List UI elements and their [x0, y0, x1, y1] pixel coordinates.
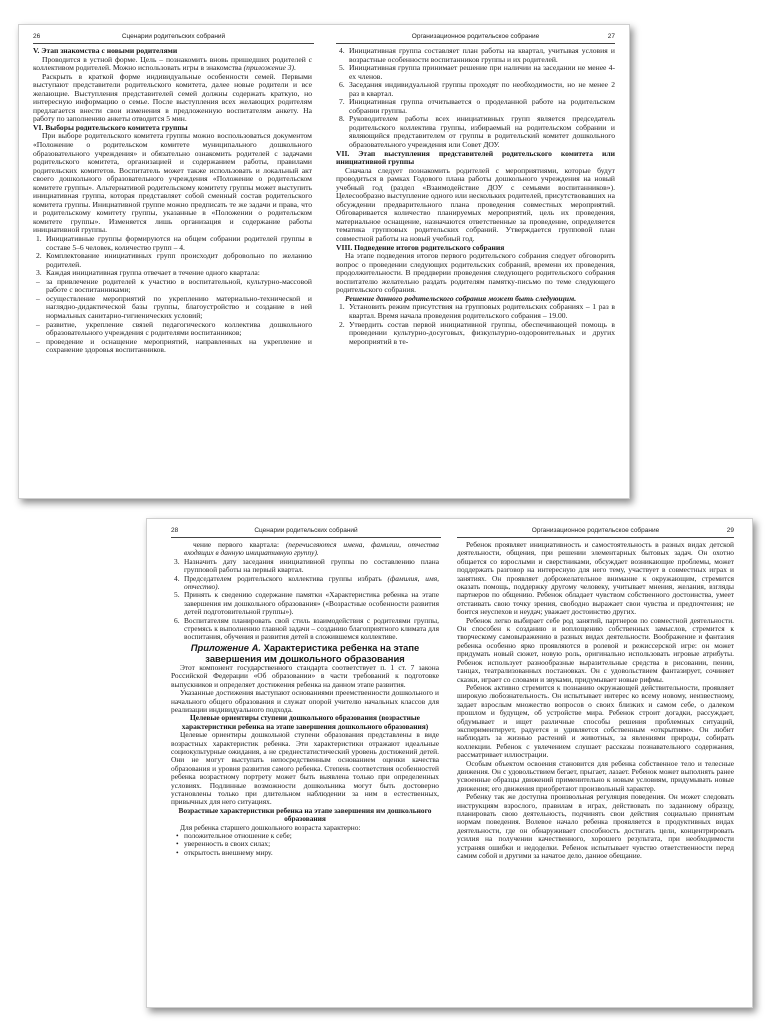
list-item: 1. Установить режим присутствия на групповых родительских собраниях – 1 раз в квартал. Время начала проведения родительского собрания – 19.00.: [339, 302, 615, 320]
list-item: 8. Руководителем работы всех инициативных групп является председатель родительского коллектива группы, избираемый на родительском собрании и являющийся представителем от группы в родительский комитет дошкольного образовательного учреждения или Совет ДОУ.: [339, 114, 615, 150]
numbered-list: [171, 558, 439, 642]
dash-list: [33, 278, 312, 355]
paragraph-emphasis: Решение данного родительского собрания может быть следующим.: [345, 293, 577, 303]
list-item: 3. Каждая инициативная группа отвечает в течение одного квартала:: [36, 268, 260, 278]
list-item: 7. Инициативная группа отчитывается о проделанной работе на родительском собрании группы.: [339, 97, 615, 115]
paragraph: Для ребенка старшего дошкольного возраста характерно:: [180, 822, 361, 832]
list-item: 4. Председателем родительского коллектива группы избрать (фамилия, имя, отчество).: [174, 573, 439, 592]
list-item: 6. Воспитателям планировать свой стиль взаимодействия с родителями группы, стремясь к выполнению главной задачи – созданию благоприятного климата для воспитания, обучения и развития детей в сложившемся коллективе.: [174, 615, 439, 642]
list-item: – осуществление мероприятий по укреплению материально-технической и наглядно-дидактической базы группы, благоустройство и создание в ней нормальных санитарно-гигиенических условий;: [36, 293, 312, 320]
appendix-title: Приложение А. Характеристика ребенка на этапе завершения им дошкольного образования: [190, 641, 420, 664]
page-28: [147, 519, 449, 1007]
paragraph: Ребенку так же доступна произвольная регуляция поведения. Он может следовать инструкциям взрослого, правилам в играх, действовать по заданному образцу, планировать свою деятельность, подчинять свои действия социально принятым нормам поведения. Волевое начало ребенка проявляется в продуктивных видах деятельности, где он обнаруживает способность достигать цели, концентрировать усилия на получении качественного, хорошего результата, при необходимости устраняя ошибки и недоделки. Ребенок испытывает чувство ответственности перед самим собой и другими за начатое дело, данное обещание.: [457, 792, 734, 861]
paragraph: Целевые ориентиры дошкольной ступени образования представлены в виде возрастных характеристик ребенка. Эти характеристики отражают идеальные социокультурные ожидания, а не среднестатистический уровень достижений детей. Они не могут выступать непосредственным основанием оценки качества образования и уровня развития самого ребенка. Степень соответствия особенностей ребенка возрастному портрету может быть выявлена только при определенных условиях. Подлинные возможности дошкольника могут быть достоверно установлены только при длительном наблюдении за ним в естественных, привычных для него ситуациях.: [171, 730, 439, 807]
section-heading: VIII. Подведение итогов родительского собрания: [336, 242, 505, 252]
page-body: [171, 541, 439, 857]
book-spread-top: [18, 24, 630, 499]
numbered-list: [336, 47, 615, 150]
page-body: [33, 47, 312, 355]
list-item: 1. Инициативные группы формируются на общем собрании родителей группы в составе 5–6 человек, количество групп – 4.: [36, 234, 312, 252]
section-heading: VI. Выборы родительского комитета группы: [33, 122, 188, 132]
subheading: Целевые ориентиры ступени дошкольного образования (возрастные характеристики ребенка на этапе завершения дошкольного образования): [181, 713, 429, 731]
page-body: [457, 541, 734, 860]
header-title: Сценарии родительских собраний: [254, 527, 358, 534]
list-item-continuation: чение первого квартала: (перечисляются имена, фамилии, отчества входящих в данную инициативную группу).: [184, 540, 439, 558]
paragraph: Ребенок активно стремится к познанию окружающей действительности, проявляет широкую любознательность. Он испытывает интерес ко всему новому, неизвестному, задает взрослым множество вопросов о своих близких и самом себе, о далеком прошлом и будущем, об устройстве мира. Ребенок строит догадки, рассуждает, обдумывает и ищет различные способы решения проблемных ситуаций, экспериментирует, радуется и удивляется собственным «открытиям». Он любит наблюдать за жизнью растений и животных, за явлениями природы, собирать коллекции. Ребенок с увлечением слушает рассказы познавательного содержания, рассматривает иллюстрации.: [457, 682, 734, 760]
numbered-list: [336, 303, 615, 346]
page-number: 27: [607, 33, 615, 40]
paragraph: Ребенок проявляет инициативность и самостоятельность в разных видах детской деятельности, общения, при решении элементарных бытовых задач. Он охотно общается со взрослыми и сверстниками, обсуждает возникающие проблемы, может поддержать разговор на интересную для него тему, участвует в совместных играх и занятиях. Он проявляет доброжелательное внимание к окружающим, стремится оказать помощь, поддержку другому человеку, учитывает мнения, желания, взгляды партнеров по общению. Ребенок обладает чувством собственного достоинства, умеет отстаивать свою точку зрения, свободно выражает свои чувства и предпочтения; не боится неуспехов и неудач; уважает достоинство других.: [457, 540, 734, 617]
page-26: [19, 25, 324, 498]
list-item: • открытость внешнему миру.: [176, 847, 273, 857]
numbered-list: [33, 235, 312, 278]
paragraph: Особым объектом освоения становится для ребенка собственное тело и телесные движения. Он с удовольствием бегает, прыгает, лазает. Ребенок может выполнять ранее усвоенные образцы движений применительно к новым условиям, придумывать новые движения; его движения приобретают произвольный характер.: [457, 758, 734, 793]
list-item: 4. Инициативная группа составляет план работы на квартал, учитывая условия и возрастные особенности воспитанников группы и их родителей.: [339, 46, 615, 64]
list-item: – проведение и оснащение мероприятий, направленных на укрепление и сохранение здоровья воспитанников.: [36, 336, 312, 355]
paragraph: Указанные достижения выступают основаниями преемственности дошкольного и начального общего образования и служат опорой учителю начальных классов для реализации индивидуального подхода.: [171, 688, 439, 714]
paragraph: Ребенок легко выбирает себе род занятий, партнеров по совместной деятельности. Он способен к созданию и воплощению собственных замыслов, стремится к творческому самовыражению в разных видах деятельности. Воображение и фантазия ребенка особенно ярко проявляются в ролевой и режиссерской игре: он может придумать новый сюжет, новую роль, оригинально использовать игровые атрибуты. Ребенок использует разнообразные выразительные средства в рисовании, пении, танцах, театрализованных постановках. Он с удовольствием фантазирует, сочиняет сказки, играет со словами и звуками, придумывает новые рифмы.: [457, 615, 734, 684]
page-body: [336, 47, 615, 346]
list-item: • положительное отношение к себе;: [176, 831, 292, 840]
list-item: – развитие, укрепление связей педагогического коллектива дошкольного образовательного учреждения с родителями воспитанников;: [36, 319, 312, 338]
page-number: 28: [171, 527, 179, 534]
running-header: [171, 527, 441, 538]
paragraph: Проводится в устной форме. Цель – познакомить вновь пришедших родителей с коллективом родителей. Можно использовать игры в знакомства (приложение 3).: [33, 54, 312, 73]
paragraph: На этапе подведения итогов первого родительского собрания следует обговорить вопрос о проведении следующих родительских собраний, времени их проведения, продолжительности. В преддверии проведения следующего родительского собрания воспитателю желательно раздать родителям памятку-письмо по теме следующего родительского собрания.: [336, 251, 615, 295]
header-title: Сценарии родительских собраний: [121, 33, 226, 40]
section-heading: V. Этап знакомства с новыми родителями: [33, 46, 178, 55]
list-item: 2. Комплектование инициативных групп происходит добровольно по желанию родителей.: [36, 251, 312, 269]
list-item: – за привлечение родителей к участию в воспитательной, культурно-массовой работе с воспитанниками;: [36, 276, 312, 295]
page-27: [324, 25, 629, 498]
page-number: 26: [33, 33, 41, 40]
paragraph: При выборе родительского комитета группы можно воспользоваться документом «Положение о родительском комитете муниципального дошкольного образовательного учреждения» и обязательно ознакомить родителей с задачами родительского комитета, организацией и содержанием работы, правилами родительских комитетов. Воспитатель может также использовать и локальный акт своего дошкольного образовательного учреждения «Положение о родительском комитете группы». Альтернативой родительскому комитету группы может выступить инициативная группа, которая представляет собой сменный состав родительского комитета группы. Инициативной группе можно предписать те же задачи и права, что и родительскому комитету группы, указанные в «Положении о родительском комитете группы». Изменяется лишь организация и содержание работы инициативной группы.: [33, 131, 312, 235]
book-spread-bottom: [146, 518, 753, 1008]
list-item: 6. Заседания индивидуальной группы проходят по необходимости, но не менее 2 раз в квартал.: [339, 80, 615, 98]
list-item: 5. Принять к сведению содержание памятки «Характеристика ребенка на этапе завершения им дошкольного образования» («Возрастные особенности развития детей подготовительной группы»).: [174, 590, 439, 617]
running-header: [457, 527, 734, 538]
paragraph: Этот компонент государственного стандарта соответствует п. 1 ст. 7 закона Российской Федерации «Об образовании» в части требований к подготовке выпускников и определяет достижения ребенка на данном этапе развития.: [171, 662, 439, 689]
paragraph: Раскрыть в краткой форме индивидуальные особенности семей. Первыми выступают представители родительского комитета, далее новые родители и все желающие. Выступления представителей семей должны содержать краткую, но интересную информацию о семье. После выступления всех желающих родителям предлагается внести свои изменения в предложенную воспитателям анкету. На работу по заполнению анкеты отводится 5 мин.: [33, 71, 312, 124]
page-number: 29: [726, 527, 734, 534]
list-item: 5. Инициативная группа принимает решение при наличии на заседании не менее 4-ех членов.: [339, 63, 615, 81]
header-title: Организационное родительское собрание: [531, 527, 660, 534]
list-item: 2. Утвердить состав первой инициативной группы, обеспечивающей помощь в проведении культурно-досуговых, физкультурно-оздоровительных и других мероприятий в те-: [339, 319, 615, 346]
paragraph: Сначала следует познакомить родителей с мероприятиями, которые будут проводиться в рамках Годового плана работы дошкольного учреждения на новый учебный год (раздел «Взаимодействие ДОУ с семьями воспитанников»). Целесообразно выступление одного или нескольких родителей, присутствовавших на обсуждении предварительного плана проведения совместных мероприятий. Обговаривается количество планируемых мероприятий, цель их проведения, материальное оснащение, назначаются ответственные за проведение, определяется тематика групповых родительских собраний. Утверждается групповой план совместной работы на новый учебный год.: [336, 165, 615, 244]
page-29: [449, 519, 752, 1007]
running-header: [33, 33, 314, 44]
subheading: Возрастные характеристики ребенка на этапе завершения им дошкольного образования: [178, 805, 432, 824]
header-title: Организационное родительское собрание: [411, 33, 540, 40]
running-header: [336, 33, 615, 44]
bullet-list: [171, 832, 439, 857]
list-item: • уверенность в своих силах;: [176, 839, 271, 849]
list-item: 3. Назначить дату заседания инициативной группы по составлению плана групповой работы на первый квартал.: [174, 556, 439, 575]
section-heading: VII. Этап выступления представителей родительского комитета или инициативной группы: [336, 148, 615, 167]
